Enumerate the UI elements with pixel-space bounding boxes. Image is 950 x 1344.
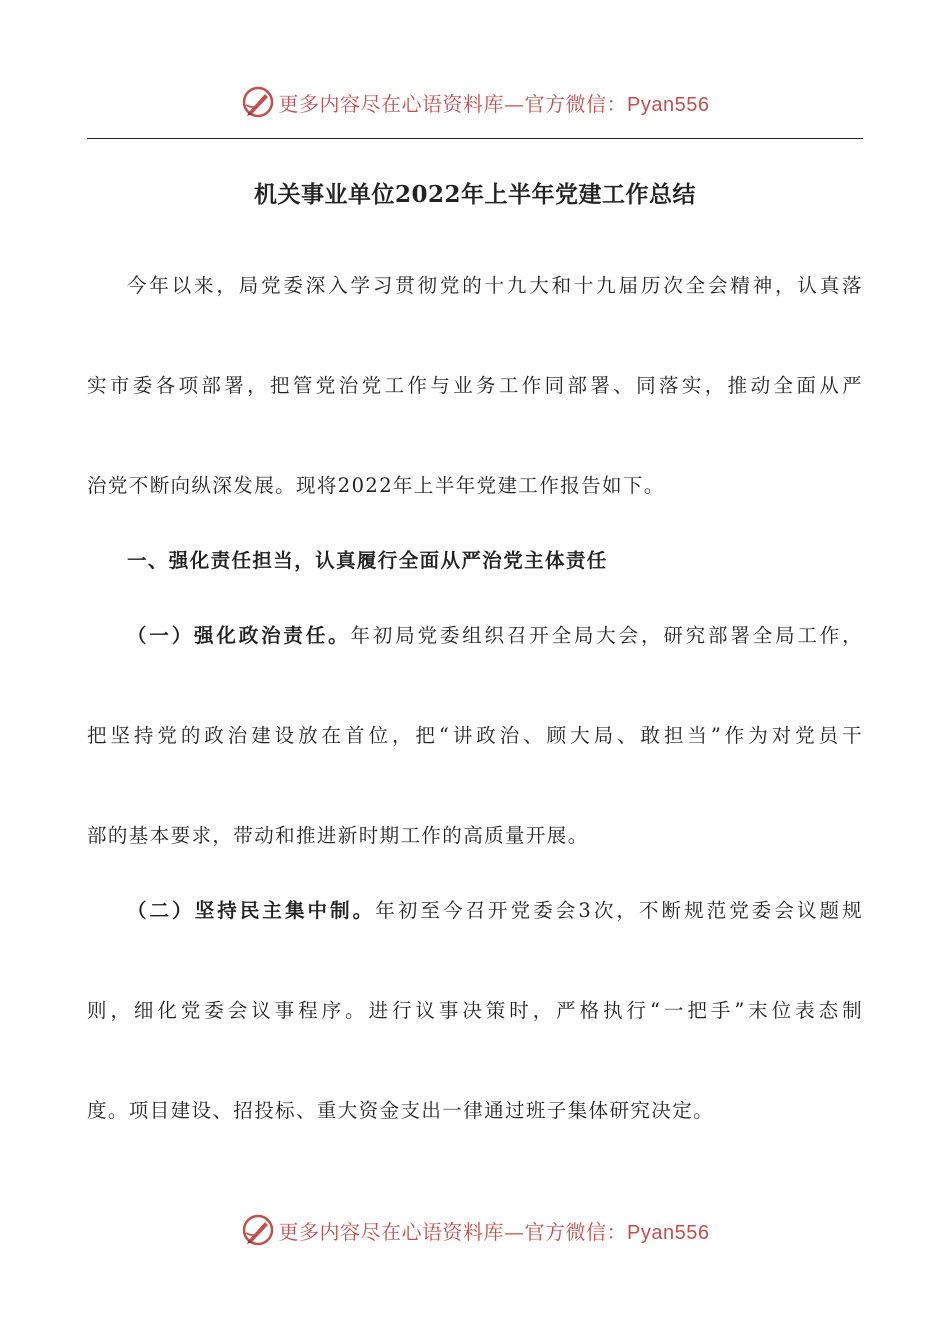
section-heading-1: 一、强化责任担当，认真履行全面从严治党主体责任 — [127, 549, 608, 572]
intro-line-1: 今年以来，局党委深入学习贯彻党的十九大和十九届历次全会精神，认真落 — [127, 274, 863, 297]
subsection-2-line-1 — [87, 897, 863, 925]
header-banner-label: 更多内容尽在心语资料库—官方微信： — [278, 91, 628, 116]
subsection-2-heading: （二）坚持民主集中制。 — [127, 899, 376, 922]
intro-line-3: 治党不断向纵深发展。现将2022年上半年党建工作报告如下。 — [87, 474, 665, 497]
footer-banner-label: 更多内容尽在心语资料库—官方微信： — [278, 1219, 628, 1244]
header-banner — [0, 80, 950, 124]
header-banner-text — [279, 88, 710, 117]
subsection-1-line-1-text: 年初局党委组织召开全局大会，研究部署全局工作， — [350, 624, 863, 647]
header-divider — [87, 138, 863, 139]
pen-logo-icon — [241, 85, 275, 119]
header-wechat-id: Pyan556 — [627, 93, 710, 116]
subsection-1-line-1 — [87, 622, 863, 650]
subsection-2-line-1-text: 年初至今召开党委会3次，不断规范党委会议题规 — [375, 899, 863, 922]
subsection-1-line-2: 把坚持党的政治建设放在首位，把“讲政治、顾大局、敢担当”作为对党员干 — [87, 724, 863, 747]
intro-line-2: 实市委各项部署，把管党治党工作与业务工作同部署、同落实，推动全面从严 — [87, 374, 863, 397]
subsection-2-line-2: 则，细化党委会议事程序。进行议事决策时，严格执行“一把手”末位表态制 — [87, 999, 863, 1022]
pen-logo-icon — [241, 1213, 275, 1247]
footer-banner-text — [279, 1216, 710, 1245]
subsection-2-line-3: 度。项目建设、招投标、重大资金支出一律通过班子集体研究决定。 — [87, 1099, 715, 1122]
document-title: 机关事业单位2022年上半年党建工作总结 — [253, 181, 696, 208]
footer-banner — [0, 1208, 950, 1252]
footer-wechat-id: Pyan556 — [627, 1221, 710, 1244]
subsection-1-line-3: 部的基本要求，带动和推进新时期工作的高质量开展。 — [87, 824, 589, 847]
subsection-1-heading: （一）强化政治责任。 — [127, 624, 351, 647]
